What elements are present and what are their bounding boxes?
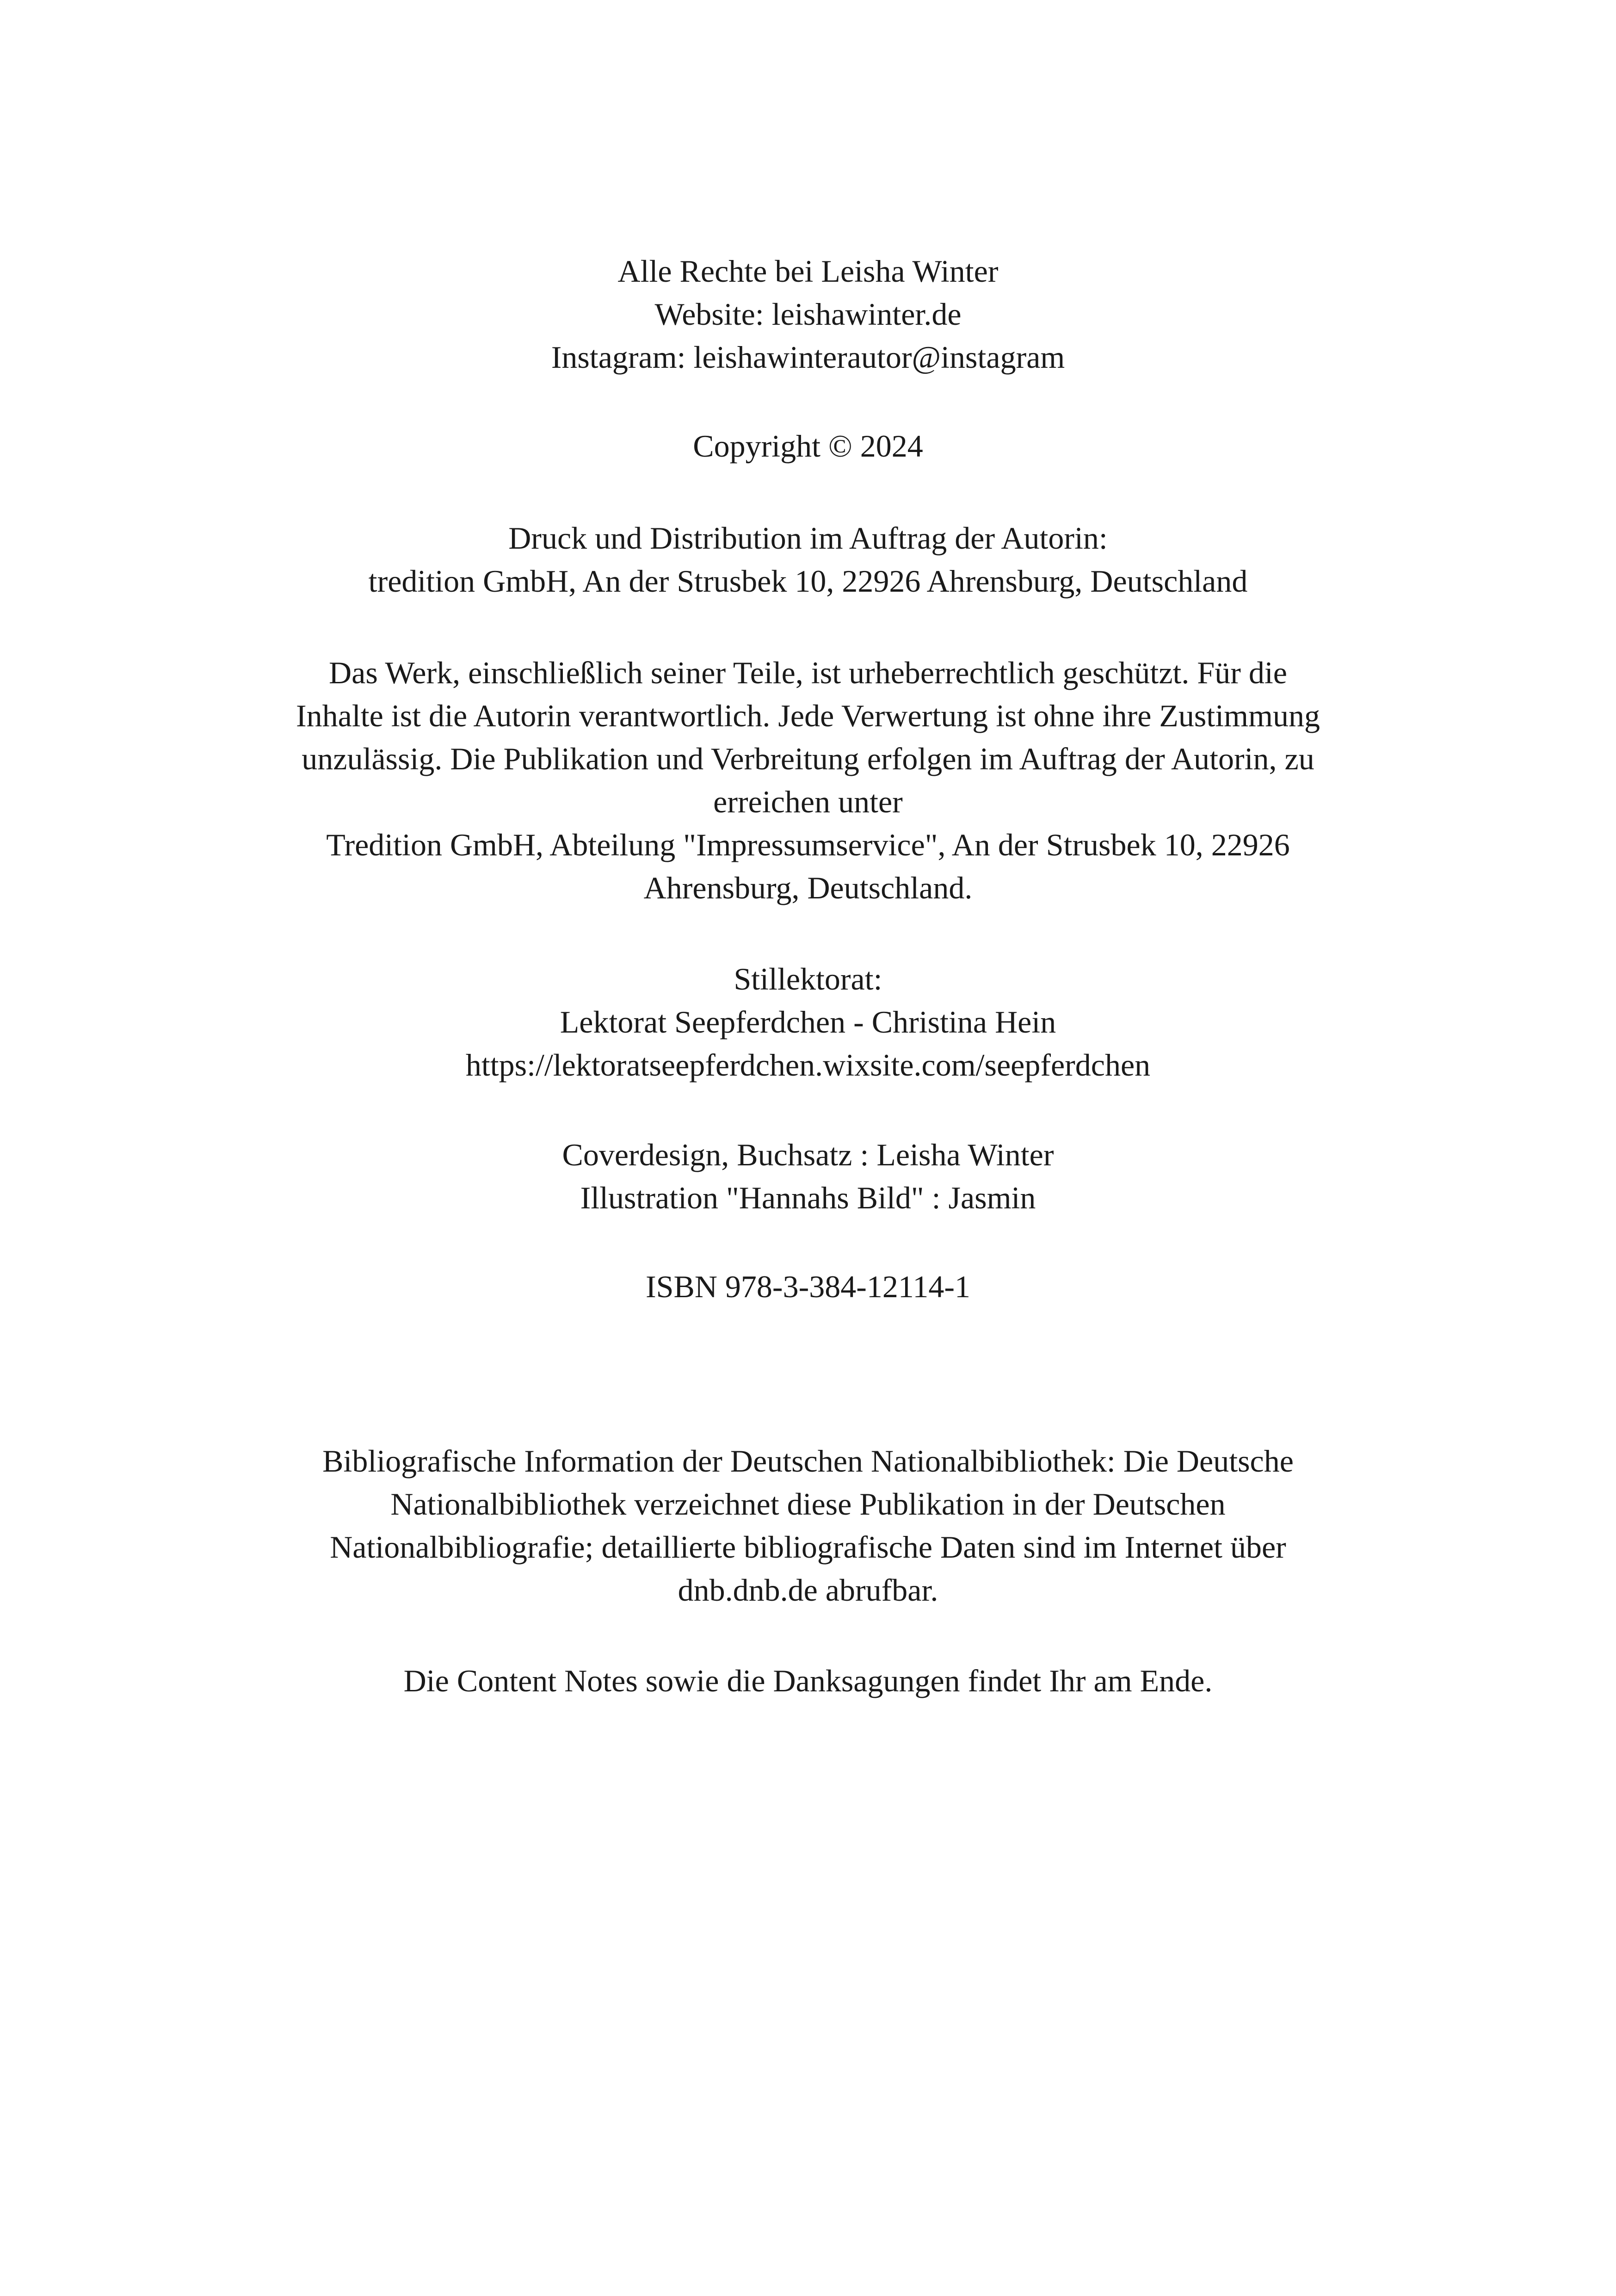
cover-design-line: Coverdesign, Buchsatz : Leisha Winter	[562, 1137, 1054, 1172]
design-block	[204, 1133, 1412, 1219]
legal-line: erreichen unter	[713, 784, 903, 819]
rights-line: Alle Rechte bei Leisha Winter	[617, 254, 999, 289]
illustration-line: Illustration "Hannahs Bild" : Jasmin	[580, 1180, 1036, 1215]
notes-block	[204, 1659, 1412, 1702]
bibliography-line: dnb.dnb.de abrufbar.	[678, 1572, 938, 1608]
bibliography-block	[204, 1440, 1412, 1612]
legal-line: Tredition GmbH, Abteilung "Impressumservice", An der Strusbek 10, 22926	[326, 827, 1290, 862]
editing-block	[204, 958, 1412, 1087]
bibliography-line: Bibliografische Information der Deutschen Nationalbibliothek: Die Deutsche	[322, 1443, 1294, 1479]
instagram-line: Instagram: leishawinterautor@instagram	[551, 340, 1065, 375]
isbn-block	[204, 1265, 1412, 1308]
distribution-line: Druck und Distribution im Auftrag der Autorin:	[508, 520, 1108, 556]
editing-label: Stillektorat:	[734, 961, 882, 996]
legal-line: Das Werk, einschließlich seiner Teile, ist urheberrechtlich geschützt. Für die	[329, 655, 1287, 690]
copyright-line: Copyright © 2024	[693, 428, 923, 464]
legal-block	[204, 651, 1412, 910]
website-line: Website: leishawinter.de	[654, 297, 962, 332]
editor-name: Lektorat Seepferdchen - Christina Hein	[560, 1004, 1056, 1040]
distribution-block	[204, 517, 1412, 603]
notes-line: Die Content Notes sowie die Danksagungen findet Ihr am Ende.	[403, 1663, 1213, 1698]
editor-url: https://lektoratseepferdchen.wixsite.com/seepferdchen	[465, 1047, 1151, 1083]
isbn-line: ISBN 978-3-384-12114-1	[646, 1269, 970, 1304]
rights-block	[204, 250, 1412, 379]
bibliography-line: Nationalbibliothek verzeichnet diese Publikation in der Deutschen	[390, 1486, 1226, 1522]
legal-line: Ahrensburg, Deutschland.	[643, 870, 973, 905]
legal-line: unzulässig. Die Publikation und Verbreitung erfolgen im Auftrag der Autorin, zu	[302, 741, 1314, 776]
publisher-address-line: tredition GmbH, An der Strusbek 10, 22926 Ahrensburg, Deutschland	[368, 563, 1248, 599]
bibliography-line: Nationalbibliografie; detaillierte bibliografische Daten sind im Internet über	[330, 1529, 1286, 1565]
legal-line: Inhalte ist die Autorin verantwortlich. Jede Verwertung ist ohne ihre Zustimmung	[296, 698, 1320, 733]
copyright-block	[204, 425, 1412, 468]
